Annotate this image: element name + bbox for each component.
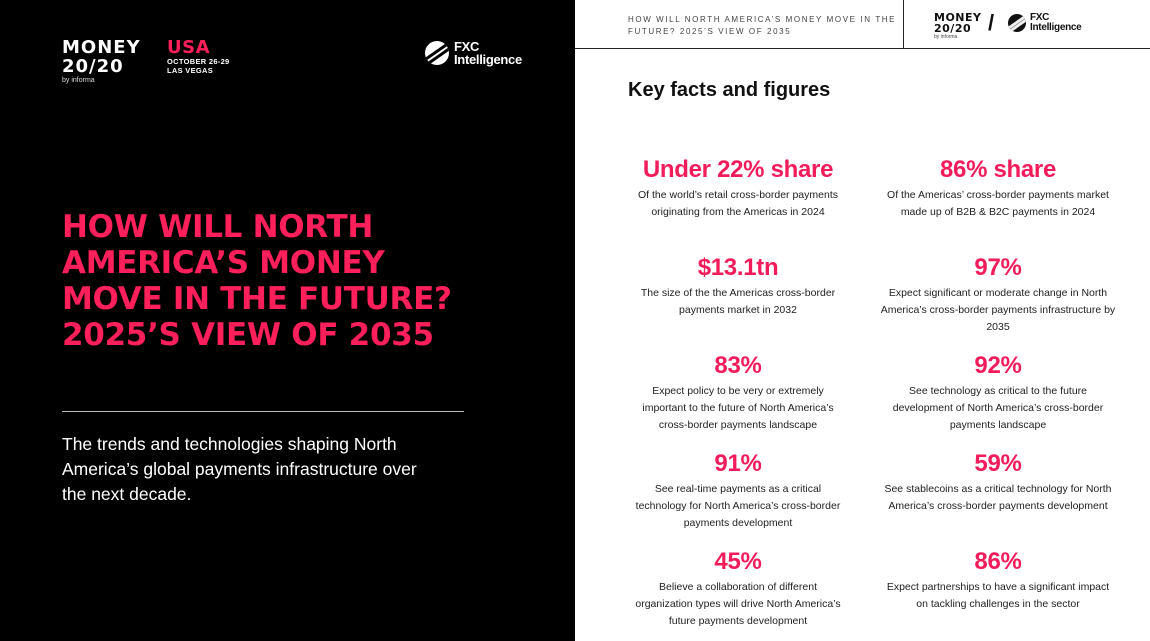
fxc-logo-line2: Intelligence: [454, 52, 522, 67]
money2020-small-line1: MONEY: [934, 11, 982, 24]
money2020-logo-small: [934, 12, 981, 40]
fact-description: See technology as critical to the future development of North America’s cross-border payments landscape: [892, 385, 1104, 431]
event-info: [167, 38, 230, 75]
fxc-logo-text: [454, 40, 522, 66]
fact-value: Under 22% share: [642, 156, 834, 183]
fact-item: [878, 154, 1118, 252]
section-title: Key facts and figures: [628, 79, 831, 101]
header-rule: [575, 48, 1150, 49]
right-panel: [575, 0, 1150, 641]
fact-item: [618, 546, 858, 641]
money2020-logo-line2: 20/20: [62, 56, 124, 77]
event-city: LAS VEGAS: [167, 66, 214, 75]
fact-description: Believe a collaboration of different organization types will drive North America’s future payments development: [635, 581, 841, 627]
fact-item: [618, 350, 858, 448]
fact-item: [878, 252, 1118, 350]
facts-grid: [618, 154, 1118, 641]
fact-value: 86%: [974, 548, 1022, 575]
fact-description: Expect partnerships to have a significant impact on tackling challenges in the sector: [886, 581, 1110, 610]
fxc-logo-line1: FXC: [454, 39, 480, 54]
logo-separator: /: [988, 10, 995, 35]
divider: [62, 411, 464, 412]
fact-description: Of the Americas’ cross-border payments market made up of B2B & B2C payments in 2024: [887, 189, 1109, 218]
fxc-small-line1: FXC: [1030, 12, 1050, 23]
money2020-small-line2: 20/20: [934, 22, 972, 35]
money2020-small-byline: by informa: [934, 34, 958, 40]
fact-description: Expect policy to be very or extremely important to the future of North America’s cross-border payments landscape: [642, 385, 834, 431]
fxc-small-line2: Intelligence: [1030, 22, 1082, 33]
fxc-logo-icon: [425, 41, 449, 65]
fact-value: 97%: [974, 254, 1022, 281]
fact-value: 45%: [714, 548, 762, 575]
fact-description: See real-time payments as a critical technology for North America’s cross-border payments development: [635, 483, 841, 529]
event-country: USA: [167, 37, 211, 58]
fact-item: [618, 252, 858, 350]
money2020-logo-line1: MONEY: [62, 37, 141, 58]
fxc-logo-small-text: [1030, 13, 1081, 33]
fact-value: $13.1tn: [697, 254, 779, 281]
report-headline: HOW WILL NORTH AMERICA’S MONEY MOVE IN THE FUTURE? 2025’S VIEW OF 2035: [62, 209, 452, 353]
fact-item: [878, 448, 1118, 546]
page-header-title: HOW WILL NORTH AMERICA’S MONEY MOVE IN THE FUTURE? 2025’S VIEW OF 2035: [628, 15, 897, 36]
fact-item: [618, 154, 858, 252]
money2020-logo: [62, 38, 141, 84]
fxc-logo-small-icon: [1008, 14, 1026, 32]
header-divider: [903, 0, 904, 48]
fact-item: [618, 448, 858, 546]
fact-description: Of the world’s retail cross-border payments originating from the Americas in 2024: [638, 189, 838, 218]
fact-item: [878, 350, 1118, 448]
fact-value: 59%: [974, 450, 1022, 477]
fxc-logo: [425, 40, 522, 66]
fact-description: Expect significant or moderate change in North America’s cross-border payments infrastructure by 2035: [880, 287, 1116, 333]
fact-description: See stablecoins as a critical technology for North America’s cross-border payments development: [884, 483, 1112, 512]
fact-value: 91%: [714, 450, 762, 477]
fact-description: The size of the the Americas cross-border payments market in 2032: [640, 287, 836, 316]
event-dates: OCTOBER 26-29: [167, 57, 230, 66]
fact-value: 92%: [974, 352, 1022, 379]
fxc-logo-small: [1008, 13, 1081, 33]
money2020-logo-byline: by informa: [62, 77, 95, 84]
fact-item: [878, 546, 1118, 641]
report-subheadline: The trends and technologies shaping North America’s global payments infrastructure over the next decade.: [62, 434, 417, 504]
fact-value: 83%: [714, 352, 762, 379]
fact-value: 86% share: [939, 156, 1057, 183]
